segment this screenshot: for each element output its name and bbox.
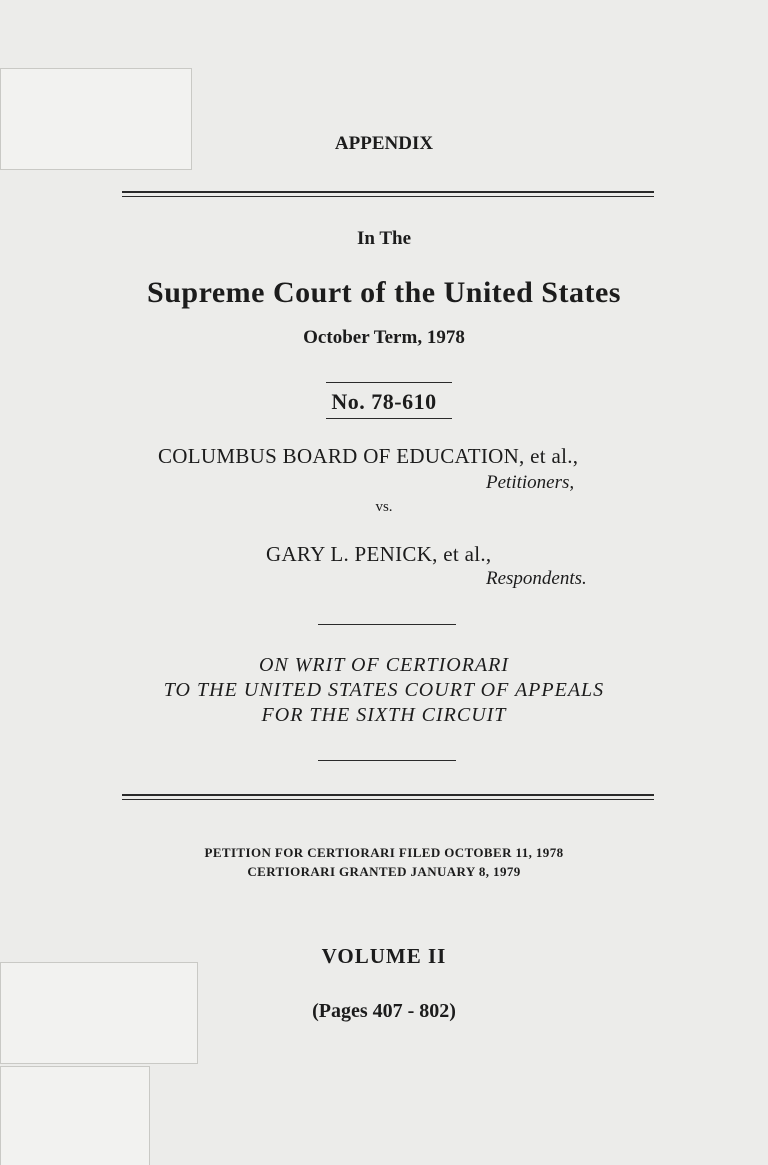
divider-short-1 xyxy=(318,624,456,625)
writ-line-1: ON WRIT OF CERTIORARI xyxy=(258,654,510,676)
docket-rule-bottom xyxy=(326,418,452,419)
petitioner-role: Petitioners, xyxy=(486,472,575,493)
versus: vs. xyxy=(375,499,393,515)
filing-line-1: PETITION FOR CERTIORARI FILED OCTOBER 11, 1978 xyxy=(204,845,564,860)
court-name: Supreme Court of the United States xyxy=(147,276,621,309)
divider-short-2 xyxy=(318,760,456,761)
top-double-rule xyxy=(122,191,654,197)
docket-rule-top xyxy=(326,382,452,383)
docket-number: No. 78-610 xyxy=(331,389,437,414)
tape-bottom-left-lower xyxy=(0,1066,150,1165)
respondent-role: Respondents. xyxy=(486,568,587,589)
term: October Term, 1978 xyxy=(303,327,465,348)
page-range: (Pages 407 - 802) xyxy=(312,1000,456,1022)
volume-label: VOLUME II xyxy=(321,944,447,968)
in-the-label: In The xyxy=(356,228,412,249)
writ-line-3: FOR THE SIXTH CIRCUIT xyxy=(261,704,507,726)
petitioner-name: COLUMBUS BOARD OF EDUCATION, et al., xyxy=(158,444,579,468)
respondent-name: GARY L. PENICK, et al., xyxy=(266,542,492,566)
bottom-double-rule xyxy=(122,794,654,800)
writ-line-2: TO THE UNITED STATES COURT OF APPEALS xyxy=(163,679,605,701)
filing-line-2: CERTIORARI GRANTED JANUARY 8, 1979 xyxy=(247,864,521,879)
appendix-label: APPENDIX xyxy=(334,133,434,154)
